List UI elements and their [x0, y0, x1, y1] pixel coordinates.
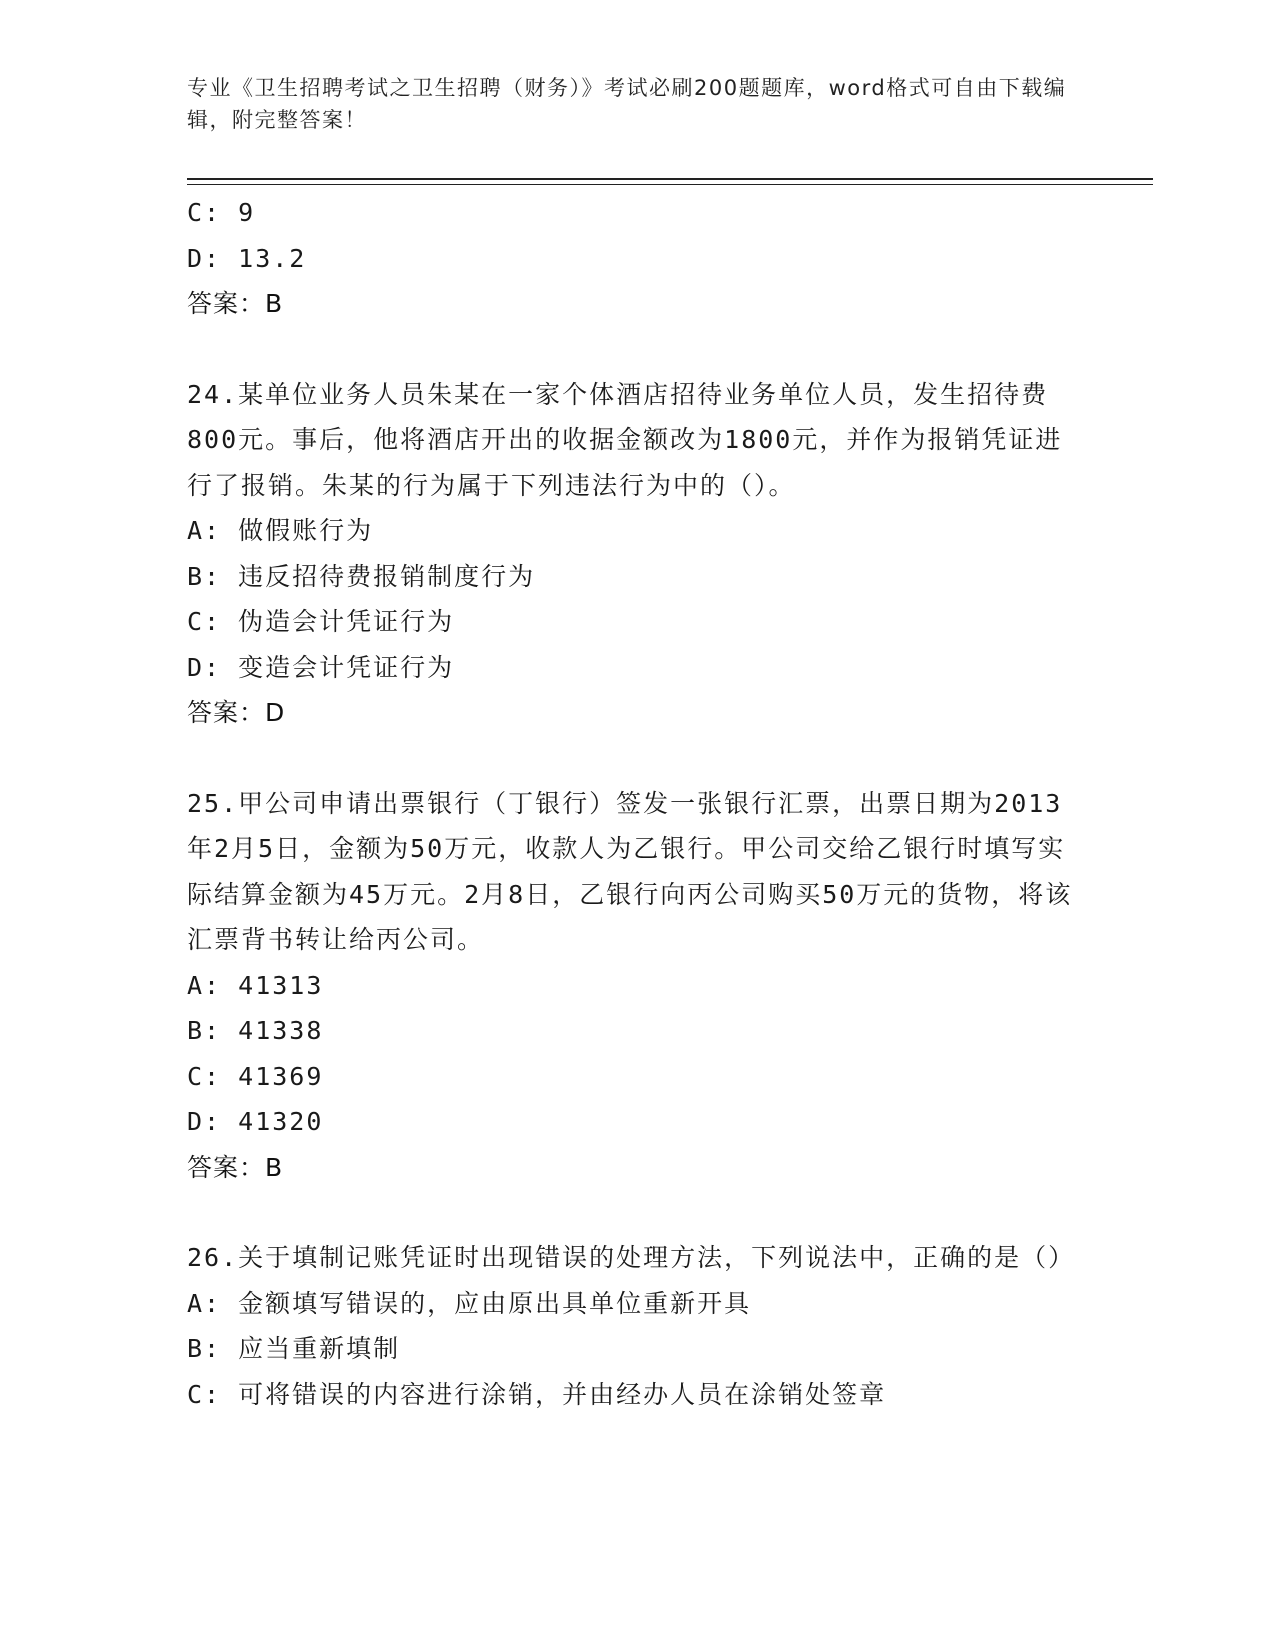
option-b: B: 41338: [187, 1016, 324, 1045]
spacer: [187, 1190, 1087, 1235]
document-header: 专业《卫生招聘考试之卫生招聘（财务）》考试必刷200题题库，word格式可自由下载编辑，附完整答案！: [187, 76, 1067, 132]
option-d: D: 13.2: [187, 243, 307, 273]
option-d: D: 变造会计凭证行为: [187, 652, 455, 682]
option-c: C: 伪造会计凭证行为: [187, 607, 455, 636]
spacer: [187, 327, 1087, 372]
option-b: B: 违反招待费报销制度行为: [187, 561, 536, 591]
option-a: A: 41313: [187, 970, 324, 1000]
question-26-stem: 26.关于填制记账凭证时出现错误的处理方法，下列说法中，正确的是（）: [187, 1243, 1076, 1272]
answer-line: 答案：B: [187, 289, 284, 318]
option-b: B: 应当重新填制: [187, 1334, 401, 1363]
header-divider-thick: [187, 178, 1153, 180]
answer-line: 答案：D: [187, 698, 286, 727]
option-c: C: 可将错误的内容进行涂销，并由经办人员在涂销处签章: [187, 1379, 887, 1409]
question-25-stem: 25.甲公司申请出票银行（丁银行）签发一张银行汇票，出票日期为2013年2月5日，金额为50万元，收款人为乙银行。甲公司交给乙银行时填写实际结算金额为45万元。2月8日，乙银行向丙公司购买50万元的货物，将该汇票背书转让给丙公司。: [187, 788, 1073, 954]
option-a: A: 做假账行为: [187, 516, 374, 545]
spacer: [187, 736, 1087, 781]
option-c: C: 9: [187, 198, 256, 227]
option-a: A: 金额填写错误的，应由原出具单位重新开具: [187, 1288, 752, 1318]
answer-line: 答案：B: [187, 1152, 284, 1182]
option-d: D: 41320: [187, 1107, 324, 1136]
question-24-stem: 24.某单位业务人员朱某在一家个体酒店招待业务单位人员，发生招待费800元。事后，他将酒店开出的收据金额改为1800元，并作为报销凭证进行了报销。朱某的行为属于下列违法行为中的（）。: [187, 379, 1063, 500]
question-list: [187, 190, 1087, 1417]
header-divider-thin: [187, 184, 1153, 185]
option-c: C: 41369: [187, 1061, 324, 1091]
